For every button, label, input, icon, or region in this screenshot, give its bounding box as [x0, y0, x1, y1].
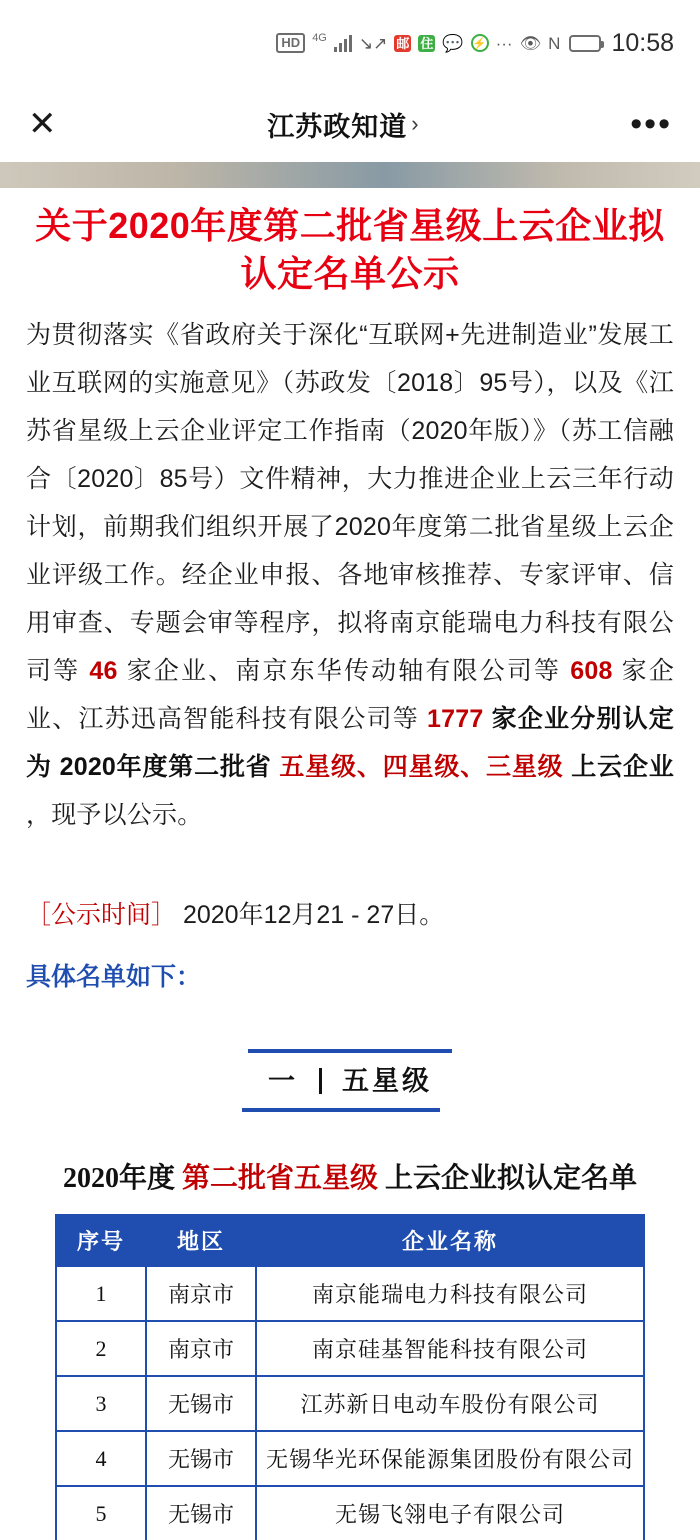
status-time: 10:58: [611, 28, 674, 57]
section-heading: [242, 1049, 458, 1112]
column-header-name: 企业名称: [256, 1215, 644, 1266]
cell-name: 江苏新日电动车股份有限公司: [256, 1376, 644, 1431]
cell-area: 无锡市: [146, 1486, 256, 1540]
article-title: 关于2020年度第二批省星级上云企业拟认定名单公示: [35, 205, 665, 294]
table-title-pre: 2020年度: [62, 1163, 175, 1195]
column-header-index: 序号: [56, 1215, 146, 1266]
paragraph-part-2: 家企业、南京东华传动轴有限公司等: [126, 657, 562, 686]
cell-area: 无锡市: [146, 1431, 256, 1486]
notice-period-value: 2020年12月21 - 27日。: [182, 901, 445, 930]
cell-index: 2: [56, 1321, 146, 1376]
paragraph-star-levels: 五星级、四星级、三星级: [279, 753, 564, 782]
cell-name: 无锡飞翎电子有限公司: [256, 1486, 644, 1540]
article-paragraph: [26, 311, 674, 839]
cell-name: 南京硅基智能科技有限公司: [256, 1321, 644, 1376]
chevron-right-icon: ›: [411, 111, 420, 136]
cell-index: 3: [56, 1376, 146, 1431]
status-bar: [0, 0, 700, 86]
cell-index: 5: [56, 1486, 146, 1540]
table-row: [56, 1266, 644, 1321]
table-title-post: 上云企业拟认定名单: [385, 1163, 638, 1195]
paragraph-part-3: 家企业、江苏迅高智能科技有限公司等: [26, 657, 675, 734]
paragraph-part-4: 家企业分别认定为: [26, 705, 674, 782]
app-red-icon: 邮: [396, 35, 410, 51]
table-row: [56, 1486, 644, 1540]
notice-period-line: [26, 895, 674, 935]
nfc-icon: N: [548, 33, 561, 53]
cell-area: 南京市: [146, 1321, 256, 1376]
section-heading-wrap: [26, 1049, 674, 1112]
eye-icon: 👁: [519, 33, 542, 53]
network-type-icon: 4G: [312, 32, 327, 44]
article-body: [0, 162, 700, 1540]
cell-name: 南京能瑞电力科技有限公司: [256, 1266, 644, 1321]
hd-icon: HD: [276, 33, 305, 53]
divider-bar-icon: [319, 1068, 322, 1094]
navigation-bar: [0, 86, 700, 162]
paragraph-cloud-enterprise: 上云企业: [571, 753, 674, 782]
count-three-star: 1777: [427, 705, 484, 734]
paragraph-part-1: 为贯彻落实《省政府关于深化“互联网+先进制造业”发展工业互联网的实施意见》（苏政发〔2018〕95号），以及《江苏省星级上云企业评定工作指南（2020年版）》（苏工信融合〔2020〕85号）文件精神，大力推进企业上云三年行动计划，前期我们组织开展了2020年度第二批省星级上云企业评级工作。经企业申报、各地审核推荐、专家评审、信用审查、专题会审等程序，拟将南京能瑞电力科技有限公司等: [26, 321, 674, 686]
page-title[interactable]: [267, 105, 419, 144]
section-name: 五星级: [342, 1066, 433, 1097]
paragraph-tail: ，现予以公示。: [26, 801, 203, 830]
notice-period-label: ［公示时间］: [26, 901, 177, 930]
cell-area: 无锡市: [146, 1376, 256, 1431]
section-index: 一: [267, 1066, 298, 1097]
mute-icon: ↘↗: [358, 33, 388, 53]
shield-icon: ⚡: [471, 34, 489, 52]
cell-name: 无锡华光环保能源集团股份有限公司: [256, 1431, 644, 1486]
cell-area: 南京市: [146, 1266, 256, 1321]
close-icon[interactable]: ✕: [28, 105, 57, 143]
list-intro-label: 具体名单如下：: [26, 963, 202, 992]
paragraph-batch-label: 2020年度第二批省: [59, 753, 272, 782]
header-banner-image: [0, 162, 700, 188]
table-row: [56, 1376, 644, 1431]
account-name: 江苏政知道: [267, 111, 408, 142]
battery-icon: [569, 35, 601, 52]
more-dots-icon: ···: [495, 33, 513, 53]
signal-bars-icon: [334, 34, 352, 52]
cell-index: 1: [56, 1266, 146, 1321]
enterprise-list-table: [55, 1214, 645, 1540]
table-title-highlight: 第二批省五星级: [181, 1163, 378, 1195]
table-row: [56, 1431, 644, 1486]
table-header-row: [56, 1215, 644, 1266]
table-row: [56, 1321, 644, 1376]
more-options-button[interactable]: •••: [630, 104, 672, 143]
app-green-icon: 住: [420, 35, 434, 51]
table-title: [26, 1156, 674, 1196]
cell-index: 4: [56, 1431, 146, 1486]
count-four-star: 608: [570, 657, 613, 686]
status-icons: [276, 33, 601, 53]
count-five-star: 46: [89, 657, 118, 686]
message-icon: 💬: [442, 33, 464, 53]
column-header-area: 地区: [146, 1215, 256, 1266]
